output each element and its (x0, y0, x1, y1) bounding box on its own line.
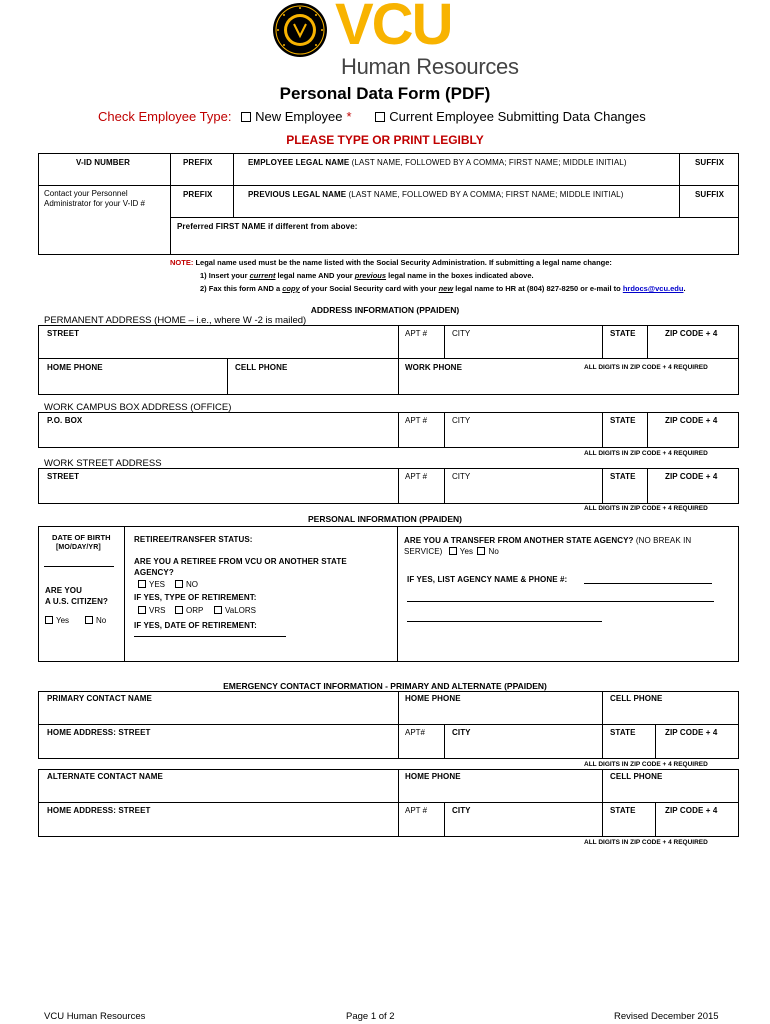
us-citizen-label: ARE YOU A U.S. CITIZEN? (45, 586, 108, 606)
alternate-street-label: HOME ADDRESS: STREET (47, 806, 151, 815)
prefix-label: PREFIX (183, 158, 213, 167)
vid-field[interactable] (40, 168, 168, 184)
alternate-home-phone-label: HOME PHONE (405, 772, 461, 781)
suffix-label: SUFFIX (695, 158, 725, 167)
citizen-yes-checkbox[interactable]: Yes (45, 616, 69, 625)
address-section-title: ADDRESS INFORMATION (PPAIDEN) (310, 305, 460, 315)
retiree-question: ARE YOU A RETIREE FROM VCU OR ANOTHER STATE AGENCY? (134, 557, 347, 577)
alternate-zip-required: ALL DIGITS IN ZIP CODE + 4 REQUIRED (584, 839, 708, 846)
transfer-no-checkbox[interactable]: No (477, 547, 498, 556)
agency-field-1[interactable] (584, 583, 712, 584)
work-phone-field[interactable] (400, 373, 580, 393)
primary-apt-label: APT# (405, 728, 426, 737)
work-phone-label: WORK PHONE (405, 363, 462, 372)
alternate-city-label: CITY (452, 806, 471, 815)
perm-city-label: CITY (452, 329, 471, 338)
alternate-name-label: ALTERNATE CONTACT NAME (47, 772, 163, 781)
orp-checkbox[interactable]: ORP (175, 606, 203, 615)
work-street-field-label: STREET (47, 472, 80, 481)
campus-city-label: CITY (452, 416, 471, 425)
citizen-no-checkbox[interactable]: No (85, 616, 106, 625)
vcu-wordmark: VCU (335, 0, 452, 57)
footer-revised: Revised December 2015 (614, 1011, 719, 1022)
suffix2-label: SUFFIX (695, 190, 725, 199)
perm-street-field[interactable] (40, 338, 396, 357)
vcu-seal-icon (270, 1, 330, 59)
dob-label: DATE OF BIRTH (52, 533, 111, 542)
transfer-question: ARE YOU A TRANSFER FROM ANOTHER STATE AGENCY? (NO BREAK IN SERVICE) Yes No (404, 536, 692, 556)
primary-name-label: PRIMARY CONTACT NAME (47, 694, 152, 703)
employee-type-row: Check Employee Type: New Employee * Current Employee Submitting Data Changes (98, 109, 646, 124)
work-zip-label: ZIP CODE + 4 (665, 472, 718, 481)
vcu-logo (268, 1, 530, 81)
agency-field-3[interactable] (407, 621, 602, 622)
personal-section-title: PERSONAL INFORMATION (PPAIDEN) (308, 514, 462, 524)
work-city-label: CITY (452, 472, 471, 481)
valors-checkbox[interactable]: VaLORS (214, 606, 256, 615)
campus-state-label: STATE (610, 416, 636, 425)
transfer-yes-checkbox[interactable]: Yes (449, 547, 473, 556)
dob-format: [MO/DAY/YR] (56, 544, 101, 551)
current-employee-label: Current Employee Submitting Data Changes (389, 109, 646, 124)
page-title: Personal Data Form (PDF) (279, 84, 491, 103)
agency-label: IF YES, LIST AGENCY NAME & PHONE #: (407, 575, 568, 584)
new-employee-checkbox[interactable] (241, 109, 342, 124)
campus-zip-label: ZIP CODE + 4 (665, 416, 718, 425)
vid-contact-note: Contact your Personnel Administrator for your V-ID # (44, 189, 145, 208)
vid-label: V-ID NUMBER (76, 158, 130, 167)
legal-name-note: NOTE: Legal name used must be the name listed with the Social Security Administration. If submitting a legal name change: 1) Insert your current legal name AND your previous legal name in the boxes indicated above. 2) Fax this form AND a copy of your Social Security card with your new legal name to HR at (804) 827-8250 or e-mail to hrdocs@vcu.edu. (170, 258, 686, 293)
perm-state-label: STATE (610, 329, 636, 338)
primary-state-label: STATE (610, 728, 636, 737)
alternate-apt-label: APT # (405, 806, 428, 815)
legal-name-label: EMPLOYEE LEGAL NAME (LAST NAME, FOLLOWED BY A COMMA; FIRST NAME; MIDDLE INITIAL) (248, 158, 627, 167)
work-street-field[interactable] (40, 482, 396, 502)
home-phone-field[interactable] (40, 373, 225, 393)
po-box-field[interactable] (40, 426, 396, 446)
work-street-label: WORK STREET ADDRESS (44, 458, 162, 469)
dob-field[interactable] (44, 566, 114, 567)
previous-name-label: PREVIOUS LEGAL NAME (LAST NAME, FOLLOWED BY A COMMA; FIRST NAME; MIDDLE INITIAL) (248, 190, 624, 199)
campus-zip-required: ALL DIGITS IN ZIP CODE + 4 REQUIRED (584, 450, 708, 457)
retiree-yes-checkbox[interactable]: YES (138, 580, 165, 589)
primary-zip-label: ZIP CODE + 4 (665, 728, 718, 737)
footer-left: VCU Human Resources (44, 1011, 146, 1022)
perm-zip-label: ZIP CODE + 4 (665, 329, 718, 338)
campus-apt-label: APT # (405, 416, 428, 425)
vrs-checkbox[interactable]: VRS (138, 606, 165, 615)
retiree-no-checkbox[interactable]: NO (175, 580, 198, 589)
perm-apt-label: APT # (405, 329, 428, 338)
work-apt-label: APT # (405, 472, 428, 481)
retiree-status-label: RETIREE/TRANSFER STATUS: (134, 535, 253, 544)
perm-street-label: STREET (47, 329, 80, 338)
cell-phone-label: CELL PHONE (235, 363, 288, 372)
alternate-street-field[interactable] (40, 816, 396, 835)
preferred-name-field[interactable] (172, 232, 737, 254)
permanent-address-label: PERMANENT ADDRESS (HOME – i.e., where W -2 is mailed) (44, 315, 307, 326)
primary-street-field[interactable] (40, 738, 396, 757)
retirement-date-field[interactable] (134, 636, 286, 637)
please-type-notice: PLEASE TYPE OR PRINT LEGIBLY (286, 133, 484, 147)
prefix2-label: PREFIX (183, 190, 213, 199)
check-type-label: Check Employee Type (98, 109, 228, 124)
preferred-name-label: Preferred FIRST NAME if different from above: (177, 222, 358, 231)
primary-cell-phone-label: CELL PHONE (610, 694, 663, 703)
primary-name-field[interactable] (40, 704, 396, 723)
agency-field-2[interactable] (407, 601, 714, 602)
new-employee-label: New Employee (255, 109, 343, 124)
current-employee-checkbox[interactable] (375, 109, 646, 124)
primary-zip-required: ALL DIGITS IN ZIP CODE + 4 REQUIRED (584, 761, 708, 768)
primary-city-label: CITY (452, 728, 471, 737)
footer-page: Page 1 of 2 (346, 1011, 395, 1022)
alternate-cell-phone-label: CELL PHONE (610, 772, 663, 781)
perm-zip-required: ALL DIGITS IN ZIP CODE + 4 REQUIRED (584, 364, 708, 371)
legal-name-field[interactable] (235, 168, 677, 184)
work-state-label: STATE (610, 472, 636, 481)
retirement-type-label: IF YES, TYPE OF RETIREMENT: (134, 593, 257, 602)
po-box-label: P.O. BOX (47, 416, 83, 425)
home-phone-label: HOME PHONE (47, 363, 103, 372)
primary-home-phone-label: HOME PHONE (405, 694, 461, 703)
retirement-date-label: IF YES, DATE OF RETIREMENT: (134, 621, 257, 630)
cell-phone-field[interactable] (229, 373, 396, 393)
department-name: Human Resources (341, 54, 519, 79)
campus-box-label: WORK CAMPUS BOX ADDRESS (OFFICE) (44, 402, 232, 413)
work-zip-required: ALL DIGITS IN ZIP CODE + 4 REQUIRED (584, 505, 708, 512)
alternate-zip-label: ZIP CODE + 4 (665, 806, 718, 815)
hrdocs-email-link[interactable]: hrdocs@vcu.edu (622, 284, 684, 293)
primary-street-label: HOME ADDRESS: STREET (47, 728, 151, 737)
previous-name-field[interactable] (235, 200, 677, 216)
alternate-state-label: STATE (610, 806, 636, 815)
alternate-name-field[interactable] (40, 782, 396, 801)
emergency-section-title: EMERGENCY CONTACT INFORMATION - PRIMARY AND ALTERNATE (PPAIDEN) (223, 681, 547, 691)
